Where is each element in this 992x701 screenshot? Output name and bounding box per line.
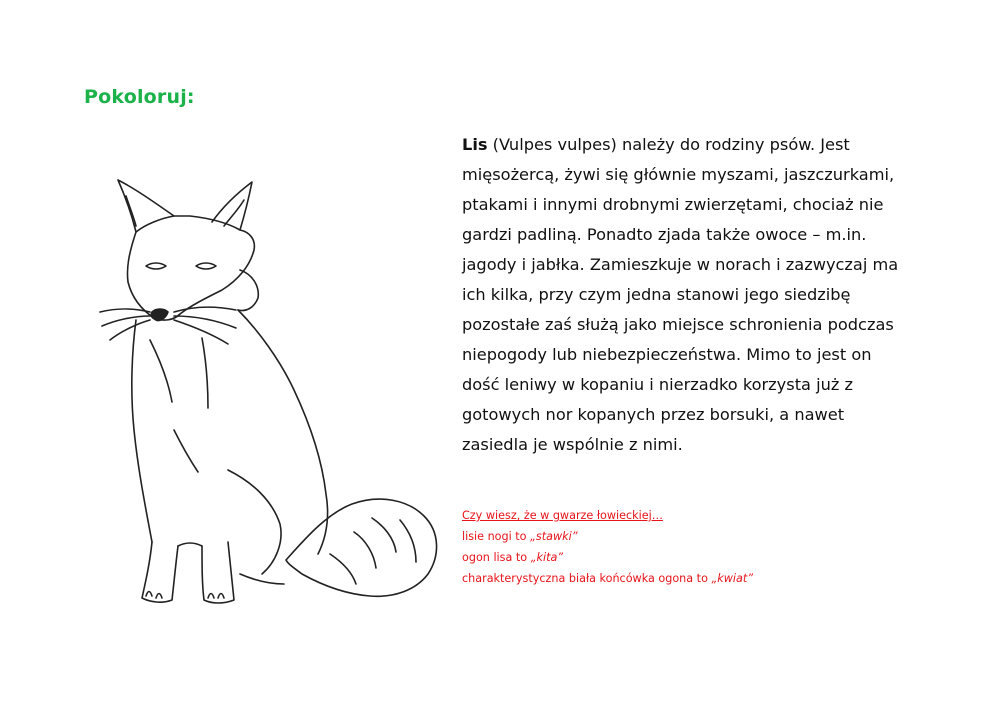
trivia-item-term: „kwiat” bbox=[711, 572, 754, 585]
trivia-item-prefix: ogon lisa to bbox=[462, 551, 531, 564]
trivia-item-prefix: charakterystyczna biała końcówka ogona to bbox=[462, 572, 712, 585]
trivia-item bbox=[462, 568, 902, 589]
trivia-item bbox=[462, 547, 902, 568]
description-term: Lis bbox=[462, 135, 488, 154]
trivia-box bbox=[462, 505, 902, 589]
trivia-item-prefix: lisie nogi to bbox=[462, 530, 531, 543]
trivia-item-term: „kita” bbox=[530, 551, 564, 564]
page-heading: Pokoloruj: bbox=[84, 86, 195, 108]
description-text: (Vulpes vulpes) należy do rodziny psów. Jest mięsożercą, żywi się głównie myszami, jaszczurkami, ptakami i innymi drobnymi zwierzętami, chociaż nie gardzi padliną. Ponadto zjada także owoce – m.in. jagody i jabłka. Zamieszkuje w norach i zazwyczaj ma ich kilka, przy czym jedna stanowi jego siedzibę pozostałe zaś służą jako miejsce schronienia podczas niepogody lub niebezpieczeństwa. Mimo to jest on dość leniwy w kopaniu i nierzadko korzysta już z gotowych nor kopanych przez borsuki, a nawet zasiedla je wspólnie z nimi. bbox=[462, 135, 899, 454]
fox-coloring-outline-icon bbox=[90, 170, 442, 630]
fox-description bbox=[462, 130, 902, 460]
trivia-item-term: „stawki” bbox=[530, 530, 578, 543]
trivia-intro: Czy wiesz, że w gwarze łowieckiej… bbox=[462, 509, 663, 522]
trivia-item bbox=[462, 526, 902, 547]
